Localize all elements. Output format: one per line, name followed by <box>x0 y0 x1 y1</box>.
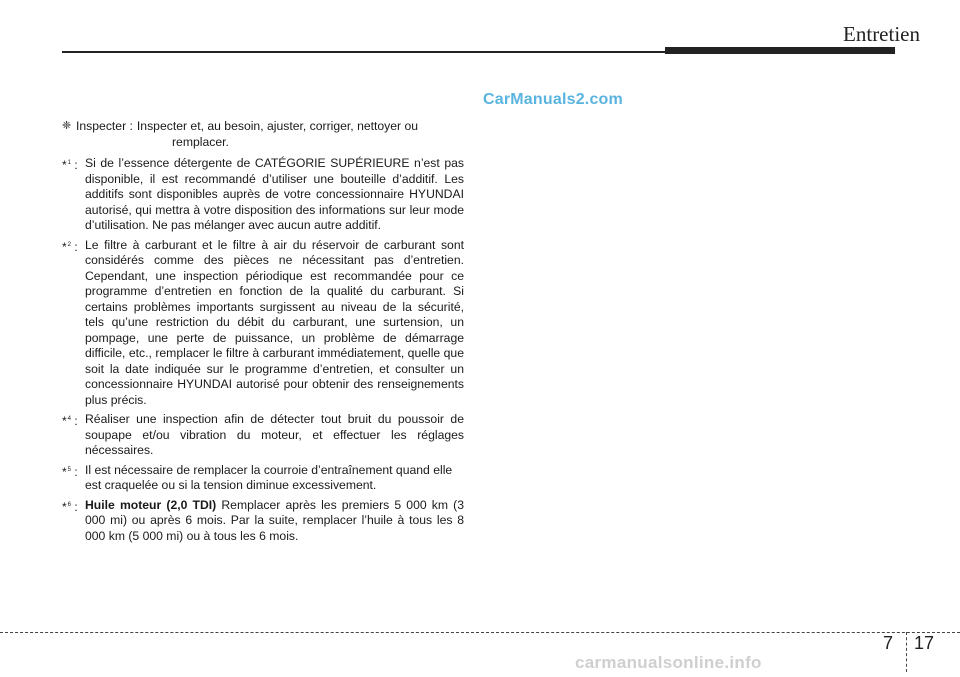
inspect-text-cont: remplacer. <box>172 134 229 149</box>
note-text: Si de l’essence détergente de CATÉGORIE SUPÉRIEURE n’est pas disponible, il est recommandé d’utiliser une bouteille d’additif. Les additifs sont disponibles auprès de votre concessionnaire HYUNDAI autorisé, qui mettra à votre disposition des informations sur leur mode d’utilisation. Ne pas mélanger avec aucun autre additif. <box>85 156 464 232</box>
page-separator <box>906 632 907 672</box>
page-chapter: 7 <box>883 633 894 653</box>
note-marker: *$^2$ : <box>62 239 78 254</box>
watermark-top[interactable]: CarManuals2.com <box>483 91 623 108</box>
note-text: Il est nécessaire de remplacer la courroie d’entraînement quand elle est craquelée ou si la tension diminue excessivement. <box>85 462 453 492</box>
footer-dash-rule <box>0 632 960 633</box>
watermark-bottom[interactable]: carmanualsonline.info <box>575 653 762 672</box>
note-6 <box>62 498 464 545</box>
note-marker: *$^5$ : <box>62 464 78 479</box>
note-text: Remplacer après les premiers 5 000 km (3 000 mi) ou après 6 mois. Par la suite, remplacer l’huile à tous les 8 000 km (5 000 mi) ou à tous les 6 mois. <box>85 497 464 543</box>
content <box>62 119 464 548</box>
note-text: Réaliser une inspection afin de détecter tout bruit du poussoir de soupape et/ou vibration du moteur, et effectuer les réglages nécessaires. <box>85 412 464 457</box>
note-marker: *$^1$ : <box>62 158 78 172</box>
page-number: 17 <box>914 633 935 653</box>
header-rule-thin <box>62 51 672 53</box>
inspect-icon: ❈ <box>62 120 72 132</box>
note-text: Le filtre à carburant et le filtre à air du réservoir de carburant sont considérés comme des pièces ne nécessitant pas d’entretien. Cependant, une inspection périodique est recommandée pour ce programme d’entretien en fonction de la qualité du carburant. Si certains problèmes importants surgissent au niveau de la sécurité, tels qu’une restriction du débit du carburant, une surtension, un pompage, une perte de puissance, un problème de démarrage difficile, etc., remplacer le filtre à carburant immédiatement, quelle que soit la date indiquée sur le programme d’entretien, et consulter un concessionnaire HYUNDAI autorisé pour obtenir des renseignements plus précis. <box>85 237 464 407</box>
note-1 <box>62 156 464 234</box>
note-4 <box>62 412 464 459</box>
note-marker: *$^6$ : <box>62 499 78 514</box>
note-marker: *$^4$ : <box>62 414 78 428</box>
note-5 <box>62 463 464 494</box>
header-title: Entretien <box>843 22 920 46</box>
inspect-line <box>62 119 464 135</box>
note-2 <box>62 238 464 409</box>
inspect-label: Inspecter : <box>76 119 133 133</box>
inspect-entry <box>62 119 464 150</box>
note-bold-label: Huile moteur (2,0 TDI) <box>85 497 217 512</box>
header-rule-thick <box>665 47 895 54</box>
inspect-text: Inspecter et, au besoin, ajuster, corriger, nettoyer ou <box>136 119 419 133</box>
